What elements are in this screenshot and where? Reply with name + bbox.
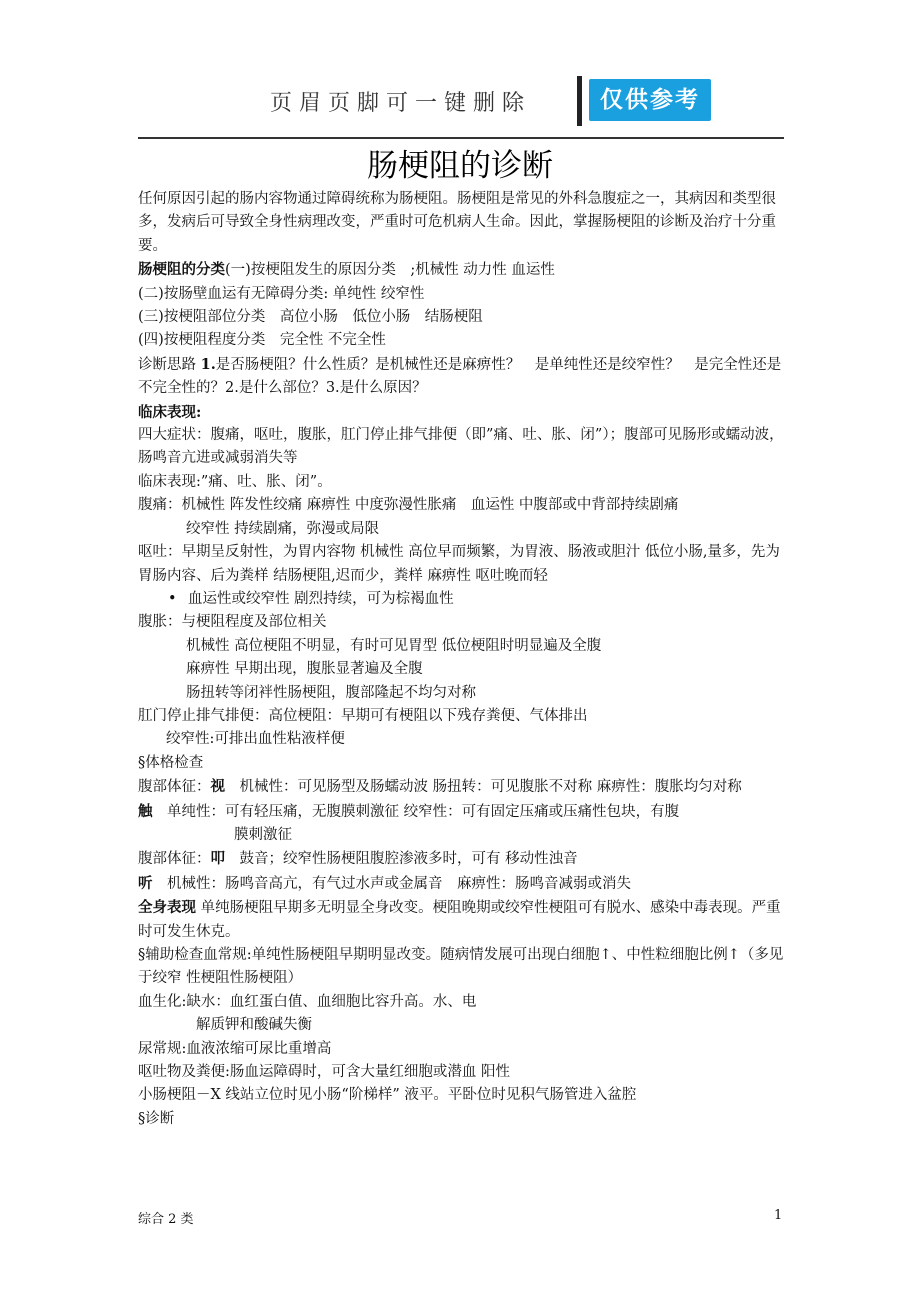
exam-look: 腹部体征：视 机械性：可见肠型及肠蠕动波 肠扭转：可见腹胀不对称 麻痹性：腹胀均匀对称: [138, 778, 742, 796]
document-body: [138, 188, 788, 1131]
header-text: 页眉页脚可一键删除: [270, 91, 532, 116]
classification-line-1: 肠梗阻的分类(一)按梗阻发生的原因分类 ;机械性 动力性 血运性: [138, 261, 555, 279]
distension-detail-1: 机械性 高位梗阻不明显，有时可见胃型 低位梗阻时明显遍及全腹: [186, 637, 602, 654]
aux-vomitus: 呕吐物及粪便:肠血运障碍时，可含大量红细胞或潜血 阳性: [138, 1064, 510, 1081]
classification-line-4: (四)按梗阻程度分类 完全性 不完全性: [138, 332, 386, 349]
header-rule: [138, 137, 784, 139]
exam-percuss: 腹部体征：叩 鼓音；绞窄性肠梗阻腹腔渗液多时，可有 移动性浊音: [138, 850, 578, 868]
header-badge: 仅供参考: [589, 79, 711, 121]
distension-detail-3: 肠扭转等闭袢性肠梗阻，腹部隆起不均匀对称: [186, 684, 476, 701]
exam-listen: 听 机械性：肠鸣音高亢，有气过水声或金属音 麻痹性：肠鸣音减弱或消失: [138, 874, 631, 892]
vomit-line-2: • 血运性或绞窄性 剧烈持续，可为棕褐血性: [138, 588, 788, 611]
header-divider: [577, 76, 582, 126]
document-title: 肠梗阻的诊断: [367, 148, 553, 184]
clinical-summary: 临床表现:”痛、吐、胀、闭”。: [138, 473, 332, 490]
aux-xray: 小肠梗阻－X 线站立位时见小肠“阶梯样” 液平。平卧位时见积气肠管进入盆腔: [138, 1087, 637, 1104]
aux-blood: §辅助检查血常规:单纯性肠梗阻早期明显改变。随病情发展可出现白细胞↑、中性粒细胞比例↑（多见于绞窄 性梗阻性肠梗阻）: [138, 947, 784, 987]
distension-detail-2: 麻痹性 早期出现，腹胀显著遍及全腹: [186, 661, 423, 678]
classification-label: 肠梗阻的分类: [138, 261, 225, 279]
four-symptoms: 四大症状：腹痛，呕吐，腹胀，肛门停止排气排便（即”痛、吐、胀、闭”）；腹部可见肠形或蠕动波，肠鸣音亢进或减弱消失等: [138, 427, 784, 467]
page-number: 1: [774, 1208, 783, 1223]
diagnosis-heading: §诊断: [138, 1110, 175, 1127]
systemic-signs: 全身表现 单纯肠梗阻早期多无明显全身改变。梗阻晚期或绞窄性梗阻可有脱水、感染中毒表现。严重时可发生休克。: [138, 899, 781, 940]
classification-line-2: (二)按肠壁血运有无障碍分类: 单纯性 绞窄性: [138, 285, 425, 302]
classification-line-3: (三)按梗阻部位分类 高位小肠 低位小肠 结肠梗阻: [138, 309, 483, 326]
aux-biochem-2: 解质钾和酸碱失衡: [196, 1017, 312, 1034]
vomit-line-1: 呕吐：早期呈反射性，为胃内容物 机械性 高位早而频繁，为胃液、肠液或胆汁 低位小肠,量多，先为胃肠内容、后为粪样 结肠梗阻,迟而少，粪样 麻痹性 呕吐晚而轻: [138, 544, 780, 584]
intro-paragraph: 任何原因引起的肠内容物通过障碍统称为肠梗阻。肠梗阻是常见的外科急腹症之一，其病因和类型很多，发病后可导致全身性病理改变，严重时可危机病人生命。因此，掌握肠梗阻的诊断及治疗十分重要。: [138, 191, 776, 254]
anal-line-1: 肛门停止排气排便：高位梗阻：早期可有梗阻以下残存粪便、气体排出: [138, 707, 588, 724]
bullet-icon: •: [168, 590, 177, 607]
exam-heading: §体格检查: [138, 754, 204, 771]
footer-left: 综合 2 类: [138, 1212, 194, 1227]
distension-line: 腹胀：与梗阻程度及部位相关: [138, 614, 327, 631]
clinical-heading: 临床表现:: [138, 403, 202, 421]
aux-urine: 尿常规:血液浓缩可尿比重增高: [138, 1040, 332, 1057]
exam-touch: 触 单纯性：可有轻压痛，无腹膜刺激征 绞窄性：可有固定压痛或压痛性包块，有腹: [138, 802, 680, 820]
pain-line-1: 腹痛：机械性 阵发性绞痛 麻痹性 中度弥漫性胀痛 血运性 中腹部或中背部持续剧痛: [138, 497, 679, 514]
exam-touch-cont: 膜刺激征: [234, 826, 292, 843]
aux-biochem-1: 血生化:缺水：血红蛋白值、血细胞比容升高。水、电: [138, 993, 477, 1010]
anal-line-2: 绞窄性:可排出血性粘液样便: [166, 731, 345, 748]
pain-line-2: 绞窄性 持续剧痛，弥漫或局限: [186, 520, 380, 537]
diagnosis-idea: 诊断思路 1.是否肠梗阻？什么性质？是机械性还是麻痹性？ 是单纯性还是绞窄性？ 是完全性还是不完全性的？2.是什么部位？3.是什么原因？: [138, 355, 782, 397]
